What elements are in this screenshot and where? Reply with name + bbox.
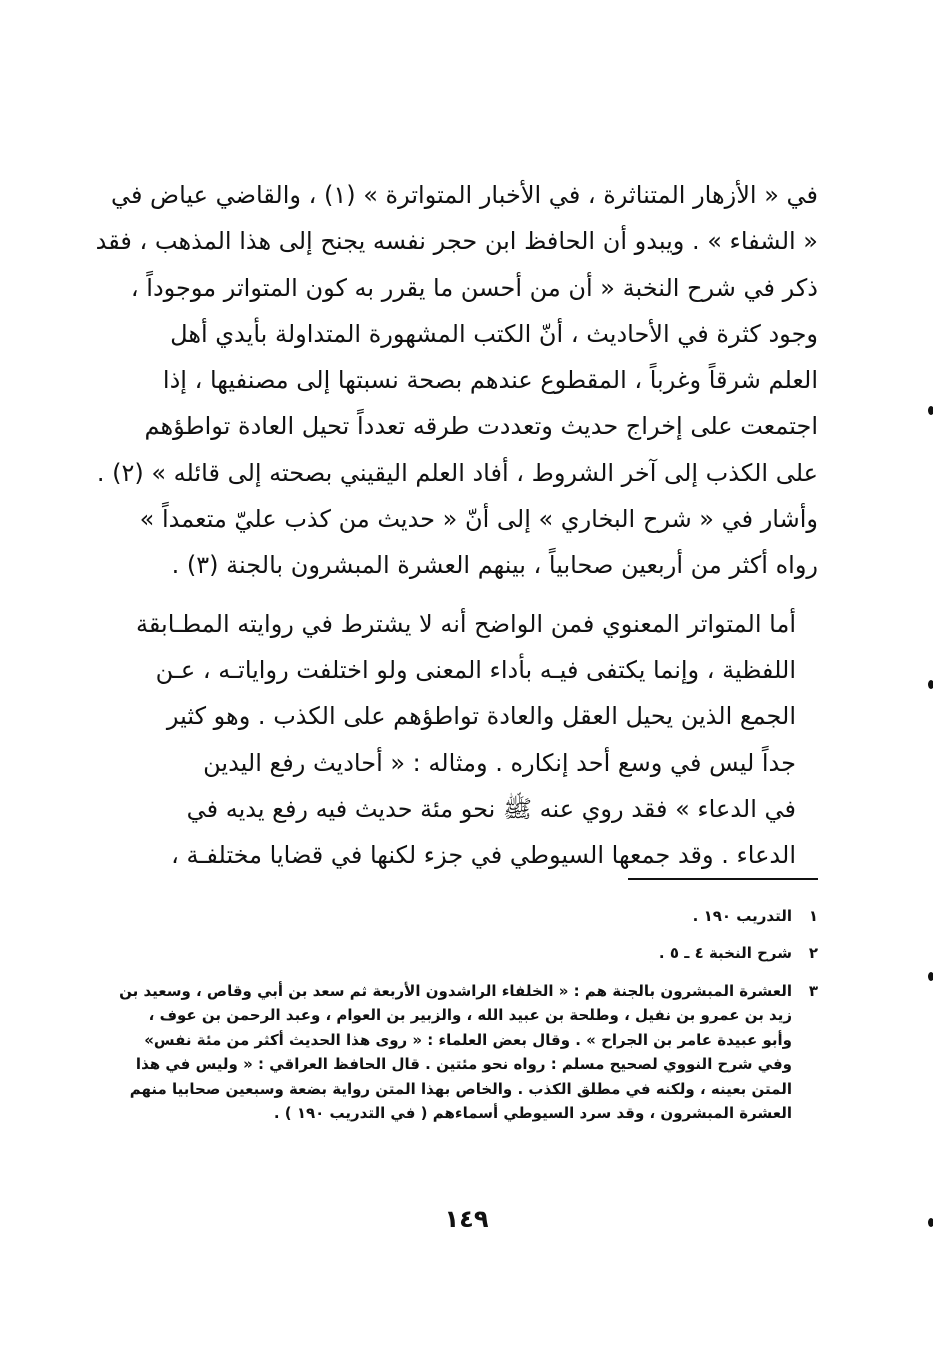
main-text	[95, 172, 818, 878]
text-line: رواه أكثر من أربعين صحابياً ، بينهم العشرة المبشرون بالجنة (٣) .	[171, 551, 818, 580]
footnote-number: ٣	[808, 982, 818, 1000]
text-line: وجود كثرة في الأحاديث ، أنّ الكتب المشهورة المتداولة بأيدي أهل	[170, 319, 818, 348]
text-line: أما المتواتر المعنوي فمن الواضح أنه لا يشترط في روايته المطـابقة	[136, 609, 796, 638]
footnote-divider	[628, 878, 818, 880]
footnote-line: شرح النخبة ٤ ـ ٥ .	[658, 944, 792, 962]
paragraph-2	[136, 601, 818, 879]
footnote-3	[119, 979, 818, 1125]
text-line: « الشفاء » . ويبدو أن الحافظ ابن حجر نفسه يجنح إلى هذا المذهب ، فقد	[95, 227, 818, 256]
page-number: ١٤٩	[444, 1205, 489, 1233]
margin-mark	[928, 680, 933, 689]
footnote-line: التدريب ١٩٠ .	[692, 907, 792, 925]
text-line: جداً ليس في وسع أحد إنكاره . ومثاله : « أحاديث رفع اليدين	[203, 748, 796, 777]
text-line: اللفظية ، وإنما يكتفى فيـه بأداء المعنى ولو اختلفت رواياتـه ، عـن	[155, 655, 796, 684]
margin-mark	[928, 972, 933, 981]
footnote-line: العشرة المبشرون ، وقد سرد السيوطي أسماءهم ( في التدريب ١٩٠ ) .	[273, 1104, 792, 1123]
footnote-line: وأبو عبيدة عامر بن الجراح » . وقال بعض العلماء : « روى هذا الحديث أكثر من مئة نفس»	[144, 1030, 792, 1049]
text-line: الجمع الذين يحيل العقل والعادة تواطؤهم على الكذب . وهو كثير	[166, 702, 796, 731]
footnote-text	[150, 905, 792, 928]
footnote-line: زيد بن عمرو بن نفيل ، وطلحة بن عبيد الله ، والزبير بن العوام ، وعبد الرحمن بن عوف ،	[148, 1006, 792, 1025]
text-line: في « الأزهار المتناثرة ، في الأخبار المتواترة » (١) ، والقاضي عياض في	[110, 181, 818, 209]
paragraph-1	[95, 172, 818, 589]
text-line: العلم شرقاً وغرباً ، المقطوع عندهم بصحة نسبتها إلى مصنفيها ، إذا	[162, 366, 818, 395]
footnote-number: ١	[808, 907, 818, 925]
footnote-line: العشرة المبشرون بالجنة هم : « الخلفاء الراشدون الأربعة ثم سعد بن أبي وقاص ، وسعيد بن	[119, 982, 792, 1000]
text-line: على الكذب إلى آخر الشروط ، أفاد العلم اليقيني بصحته إلى قائله » (٢) .	[96, 458, 818, 487]
text-line: الدعاء . وقد جمعها السيوطي في جزء لكنها في قضايا مختلفـة ،	[171, 841, 796, 870]
footnote-line: وفي شرح النووي لصحيح مسلم : رواه نحو مئتين . قال الحافظ العراقي : « وليس في هذا	[135, 1055, 792, 1074]
text-line: اجتمعت على إخراج حديث وتعددت طرقه تعدداً تحيل العادة تواطؤهم	[144, 412, 818, 441]
footnote-2	[150, 942, 818, 965]
text-line: ذكر في شرح النخبة « أن من أحسن ما يقرر به كون المتواتر موجوداً ،	[130, 273, 818, 302]
footnote-1	[150, 905, 818, 928]
text-line: في الدعاء » فقد روي عنه ﷺ نحو مئة حديث فيه رفع يديه في	[186, 794, 796, 823]
footnote-text	[119, 979, 792, 1125]
footnote-line: المتن بعينه ، ولكنه في مطلق الكذب . والخاص بهذا المتن رواية بضعة وسبعين صحابيا منهم	[129, 1079, 792, 1098]
footnotes	[119, 905, 818, 1135]
footnote-text	[150, 942, 792, 965]
footnote-number: ٢	[808, 944, 818, 962]
margin-mark	[928, 406, 933, 415]
text-line: وأشار في « شرح البخاري » إلى أنّ « حديث من كذب عليّ متعمداً »	[139, 505, 818, 534]
margin-mark	[928, 1218, 933, 1227]
